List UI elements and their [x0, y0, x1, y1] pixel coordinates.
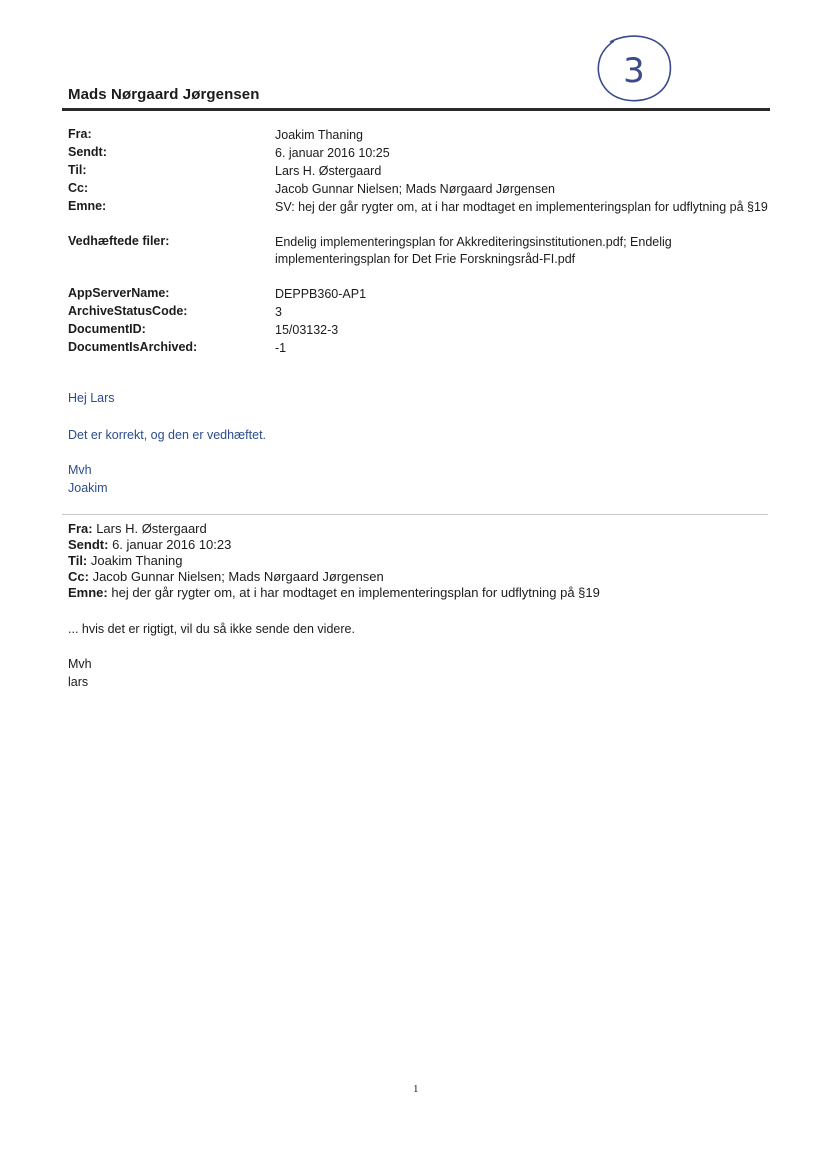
field-label-cc: Cc:	[68, 181, 89, 195]
quoted-signoff: Mvh	[68, 657, 92, 671]
archive-value-statuscode: 3	[275, 305, 282, 319]
archive-label-statuscode: ArchiveStatusCode:	[68, 304, 188, 318]
quoted-subject-label: Emne:	[68, 585, 108, 600]
quoted-signature: lars	[68, 675, 89, 689]
archive-label-appserver: AppServerName:	[68, 286, 170, 300]
header-rule	[62, 108, 770, 111]
field-label-subject: Emne:	[68, 199, 107, 213]
field-label-sent: Sendt:	[68, 145, 107, 159]
reply-signoff: Mvh	[68, 463, 92, 477]
document-owner-name: Mads Nørgaard Jørgensen	[68, 86, 260, 103]
quoted-subject-value: hej der går rygter om, at i har modtaget en implementeringsplan for udflytning på §19	[111, 585, 600, 600]
quoted-sent-value: 6. januar 2016 10:23	[112, 537, 232, 552]
quoted-sent-line	[68, 537, 231, 553]
quoted-to-line	[68, 553, 182, 569]
handwritten-number-stamp	[592, 32, 676, 106]
quoted-sent-label: Sendt:	[68, 537, 109, 552]
page-number: 1	[413, 1083, 419, 1095]
archive-value-appserver: DEPPB360-AP1	[275, 287, 367, 301]
archive-label-documentid: DocumentID:	[68, 322, 146, 336]
field-value-cc: Jacob Gunnar Nielsen; Mads Nørgaard Jørgensen	[275, 182, 555, 196]
reply-body-line: Det er korrekt, og den er vedhæftet.	[68, 428, 267, 442]
quoted-from-line	[68, 521, 207, 537]
archive-label-isarchived: DocumentIsArchived:	[68, 340, 198, 354]
quoted-message-separator	[62, 514, 768, 515]
quoted-cc-line	[68, 569, 384, 585]
quoted-body: ... hvis det er rigtigt, vil du så ikke sende den videre.	[68, 622, 355, 636]
stamp-number: 3	[623, 51, 645, 91]
quoted-to-label: Til:	[68, 553, 88, 568]
quoted-to-value: Joakim Thaning	[90, 553, 183, 568]
quoted-subject-line	[68, 585, 768, 601]
field-value-attachments: Endelig implementeringsplan for Akkrediteringsinstitutionen.pdf; Endelig implementeringsplan for Det Frie Forskningsråd-FI.pdf	[275, 235, 672, 266]
field-value-from: Joakim Thaning	[275, 128, 364, 142]
quoted-from-value: Lars H. Østergaard	[96, 521, 207, 536]
quoted-from-label: Fra:	[68, 521, 93, 536]
quoted-cc-label: Cc:	[68, 569, 89, 584]
field-value-subject: SV: hej der går rygter om, at i har modtaget en implementeringsplan for udflytning på §19	[275, 200, 768, 214]
archive-value-documentid: 15/03132-3	[275, 323, 339, 337]
archive-value-isarchived: -1	[275, 341, 287, 355]
field-label-to: Til:	[68, 163, 87, 177]
field-value-to: Lars H. Østergaard	[275, 164, 382, 178]
field-label-from: Fra:	[68, 127, 92, 141]
reply-signature: Joakim	[68, 481, 108, 495]
field-label-attachments: Vedhæftede filer:	[68, 234, 170, 248]
quoted-cc-value: Jacob Gunnar Nielsen; Mads Nørgaard Jørgensen	[92, 569, 384, 584]
field-value-sent: 6. januar 2016 10:25	[275, 146, 390, 160]
reply-greeting: Hej Lars	[68, 391, 115, 405]
